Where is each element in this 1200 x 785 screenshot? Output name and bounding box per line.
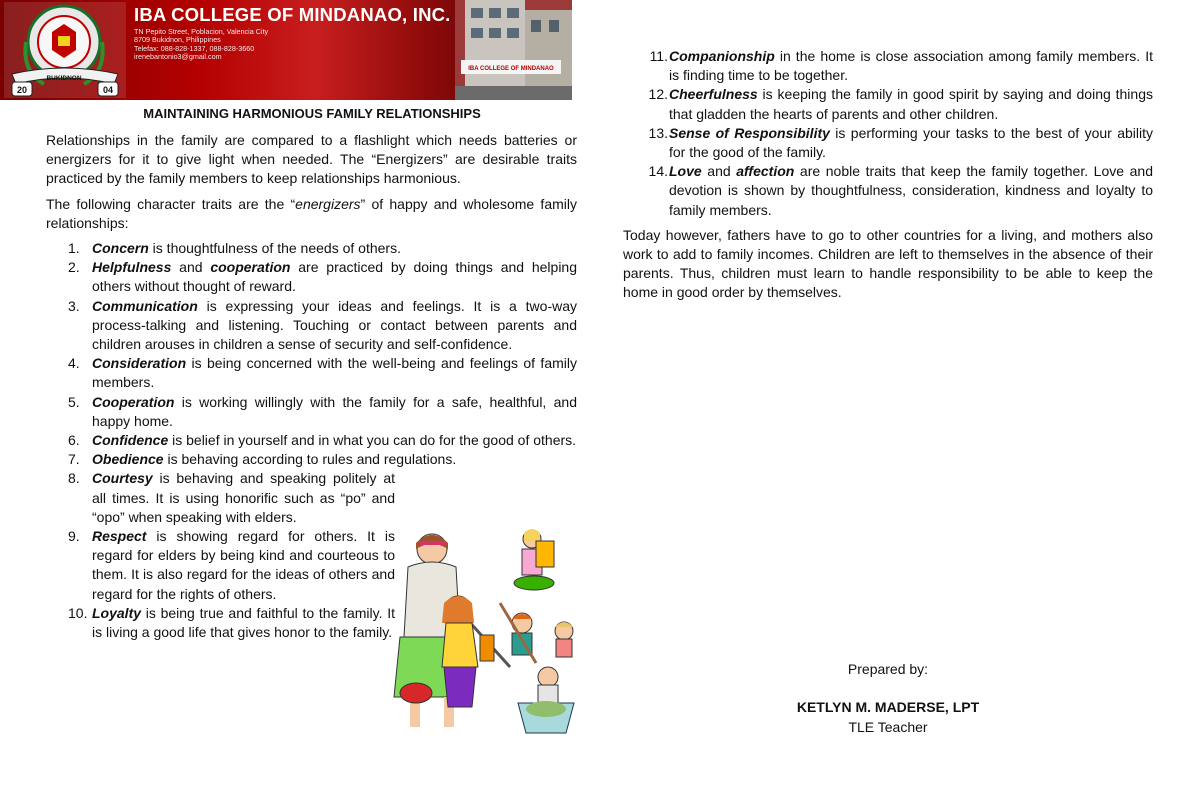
trait-term: Sense of Responsibility [669, 124, 830, 141]
family-chores-illustration [360, 527, 578, 741]
trait-connector: and [171, 259, 211, 276]
trait-definition: is thoughtfulness of the needs of others. [148, 240, 401, 257]
list-item [46, 258, 577, 296]
trait-term: cooperation [210, 259, 291, 276]
trait-term: Cheerfulness [669, 86, 758, 103]
svg-text:BUKIDNON: BUKIDNON [46, 75, 82, 82]
traits-intro-emphasis: energizers [295, 195, 361, 212]
trait-definition: is being concerned with the well-being and feelings of family members. [92, 355, 577, 391]
school-address [134, 28, 268, 62]
list-item [46, 527, 395, 604]
trait-definition: is expressing your ideas and feelings. It is a two-way process-talking and listening. Touching or contact between parents and children arouses in children a sense of security and self-confidence. [92, 297, 577, 353]
trait-definition: is behaving and speaking politely at all times. It is using honorific such as “po” and “opo” when speaking with elders. [92, 470, 395, 525]
list-item [623, 124, 1153, 162]
school-name: IBA COLLEGE OF MINDANAO, INC. [134, 4, 451, 25]
list-number: 2. [68, 259, 80, 276]
list-item [46, 604, 395, 642]
preparer-name: KETLYN M. MADERSE, LPT [796, 699, 980, 716]
svg-text:20: 20 [16, 85, 28, 95]
list-number: 10. [68, 604, 88, 621]
list-number: 7. [68, 451, 80, 468]
trait-definition: are noble traits that keep the family together. Love and devotion is shown by thoughtfulness, consideration, kindness and loyalty to family members. [669, 163, 1153, 218]
list-number: 12. [648, 86, 668, 103]
email-line: irenebantonio3@gmail.com [134, 52, 222, 62]
list-number: 11. [649, 48, 668, 64]
trait-term: Respect [92, 528, 147, 545]
list-number: 5. [68, 393, 80, 410]
list-number: 14. [648, 163, 668, 180]
list-number: 3. [68, 297, 80, 314]
trait-term: Consideration [92, 355, 187, 372]
trait-term: Love [669, 163, 702, 180]
right-column [623, 47, 1153, 303]
trait-connector: and [701, 163, 737, 180]
list-number: 6. [68, 432, 80, 449]
trait-definition: is showing regard for others. It is regard for elders by being kind and courteous to them. It is also regard for the ideas of others and regard for the rights of others. [92, 528, 395, 602]
traits-intro-paragraph [46, 195, 577, 233]
list-item [46, 297, 577, 355]
svg-text:IBA COLLEGE OF MINDANAO: IBA COLLEGE OF MINDANAO [468, 66, 554, 72]
list-number: 8. [68, 470, 80, 487]
intro-paragraph: Relationships in the family are compared to a flashlight which needs batteries or energizers for it to give light when needed. The “Energizers” are desirable traits practiced by the family members to keep relationships harmonious. [46, 132, 577, 187]
list-item [46, 354, 577, 392]
closing-paragraph: Today however, fathers have to go to other countries for a living, and mothers also work to add to family incomes. Children are left to themselves in the absence of their parents. Thus, children must learn to handle responsibility to be able to keep the home in good order by themselves. [623, 226, 1153, 301]
school-building-photo [455, 0, 572, 100]
trait-definition: is working willingly with the family for a safe, healthful, and happy home. [92, 393, 577, 429]
list-number: 9. [68, 528, 80, 545]
trait-definition: in the home is close association among family members. It is finding time to be together. [669, 48, 1153, 84]
list-item [46, 431, 577, 450]
trait-definition: is behaving according to rules and regulations. [163, 451, 457, 468]
traits-list-continued [623, 47, 1153, 220]
address-line: 8709 Bukidnon, Philippines [134, 35, 221, 45]
list-item [623, 162, 1153, 220]
trait-term: Courtesy [92, 470, 153, 487]
trait-definition: are practiced by doing things and helping others without thought of reward. [92, 259, 577, 295]
list-number: 13. [648, 124, 668, 141]
preparer-position: TLE Teacher [848, 718, 928, 735]
prepared-by-label: Prepared by: [847, 661, 929, 677]
traits-intro-text: ” of happy and wholesome family relationships: [46, 195, 577, 231]
trait-term: Communication [92, 297, 198, 314]
telefax-line: Telefax: 088-828-1337, 088-828-3660 [134, 43, 255, 53]
svg-text:04: 04 [102, 85, 114, 95]
list-item [623, 85, 1153, 123]
trait-term: Confidence [92, 432, 169, 449]
address-line: TN Pepito Street, Poblacion, Valencia City [134, 27, 269, 36]
trait-term: Concern [92, 240, 149, 257]
list-item [46, 239, 577, 258]
traits-intro-text: The following character traits are the “ [46, 195, 296, 212]
trait-term: Cooperation [92, 393, 175, 410]
school-seal-logo [4, 2, 126, 98]
trait-term: Loyalty [92, 604, 142, 621]
list-item [623, 47, 1153, 85]
list-item [46, 393, 577, 431]
trait-term: Companionship [669, 48, 775, 64]
trait-term: Helpfulness [92, 259, 172, 276]
trait-definition: is keeping the family in good spirit by saying and doing things that gladden the hearts of parents and other children. [669, 86, 1153, 122]
list-item [46, 469, 395, 527]
list-number: 1. [68, 240, 80, 257]
list-item [46, 450, 577, 469]
trait-term: Obedience [92, 451, 164, 468]
page-title: MAINTAINING HARMONIOUS FAMILY RELATIONSHIPS [143, 106, 481, 121]
trait-definition: is being true and faithful to the family. It is living a good life that gives honor to the family. [92, 604, 395, 641]
trait-term: affection [736, 163, 795, 180]
header-banner [0, 0, 572, 100]
signature-block [623, 660, 1153, 737]
list-number: 4. [68, 355, 80, 372]
trait-definition: is belief in yourself and in what you can do for the good of others. [168, 432, 577, 449]
trait-definition: is performing your tasks to the best of your ability for the good of the family. [669, 124, 1153, 161]
